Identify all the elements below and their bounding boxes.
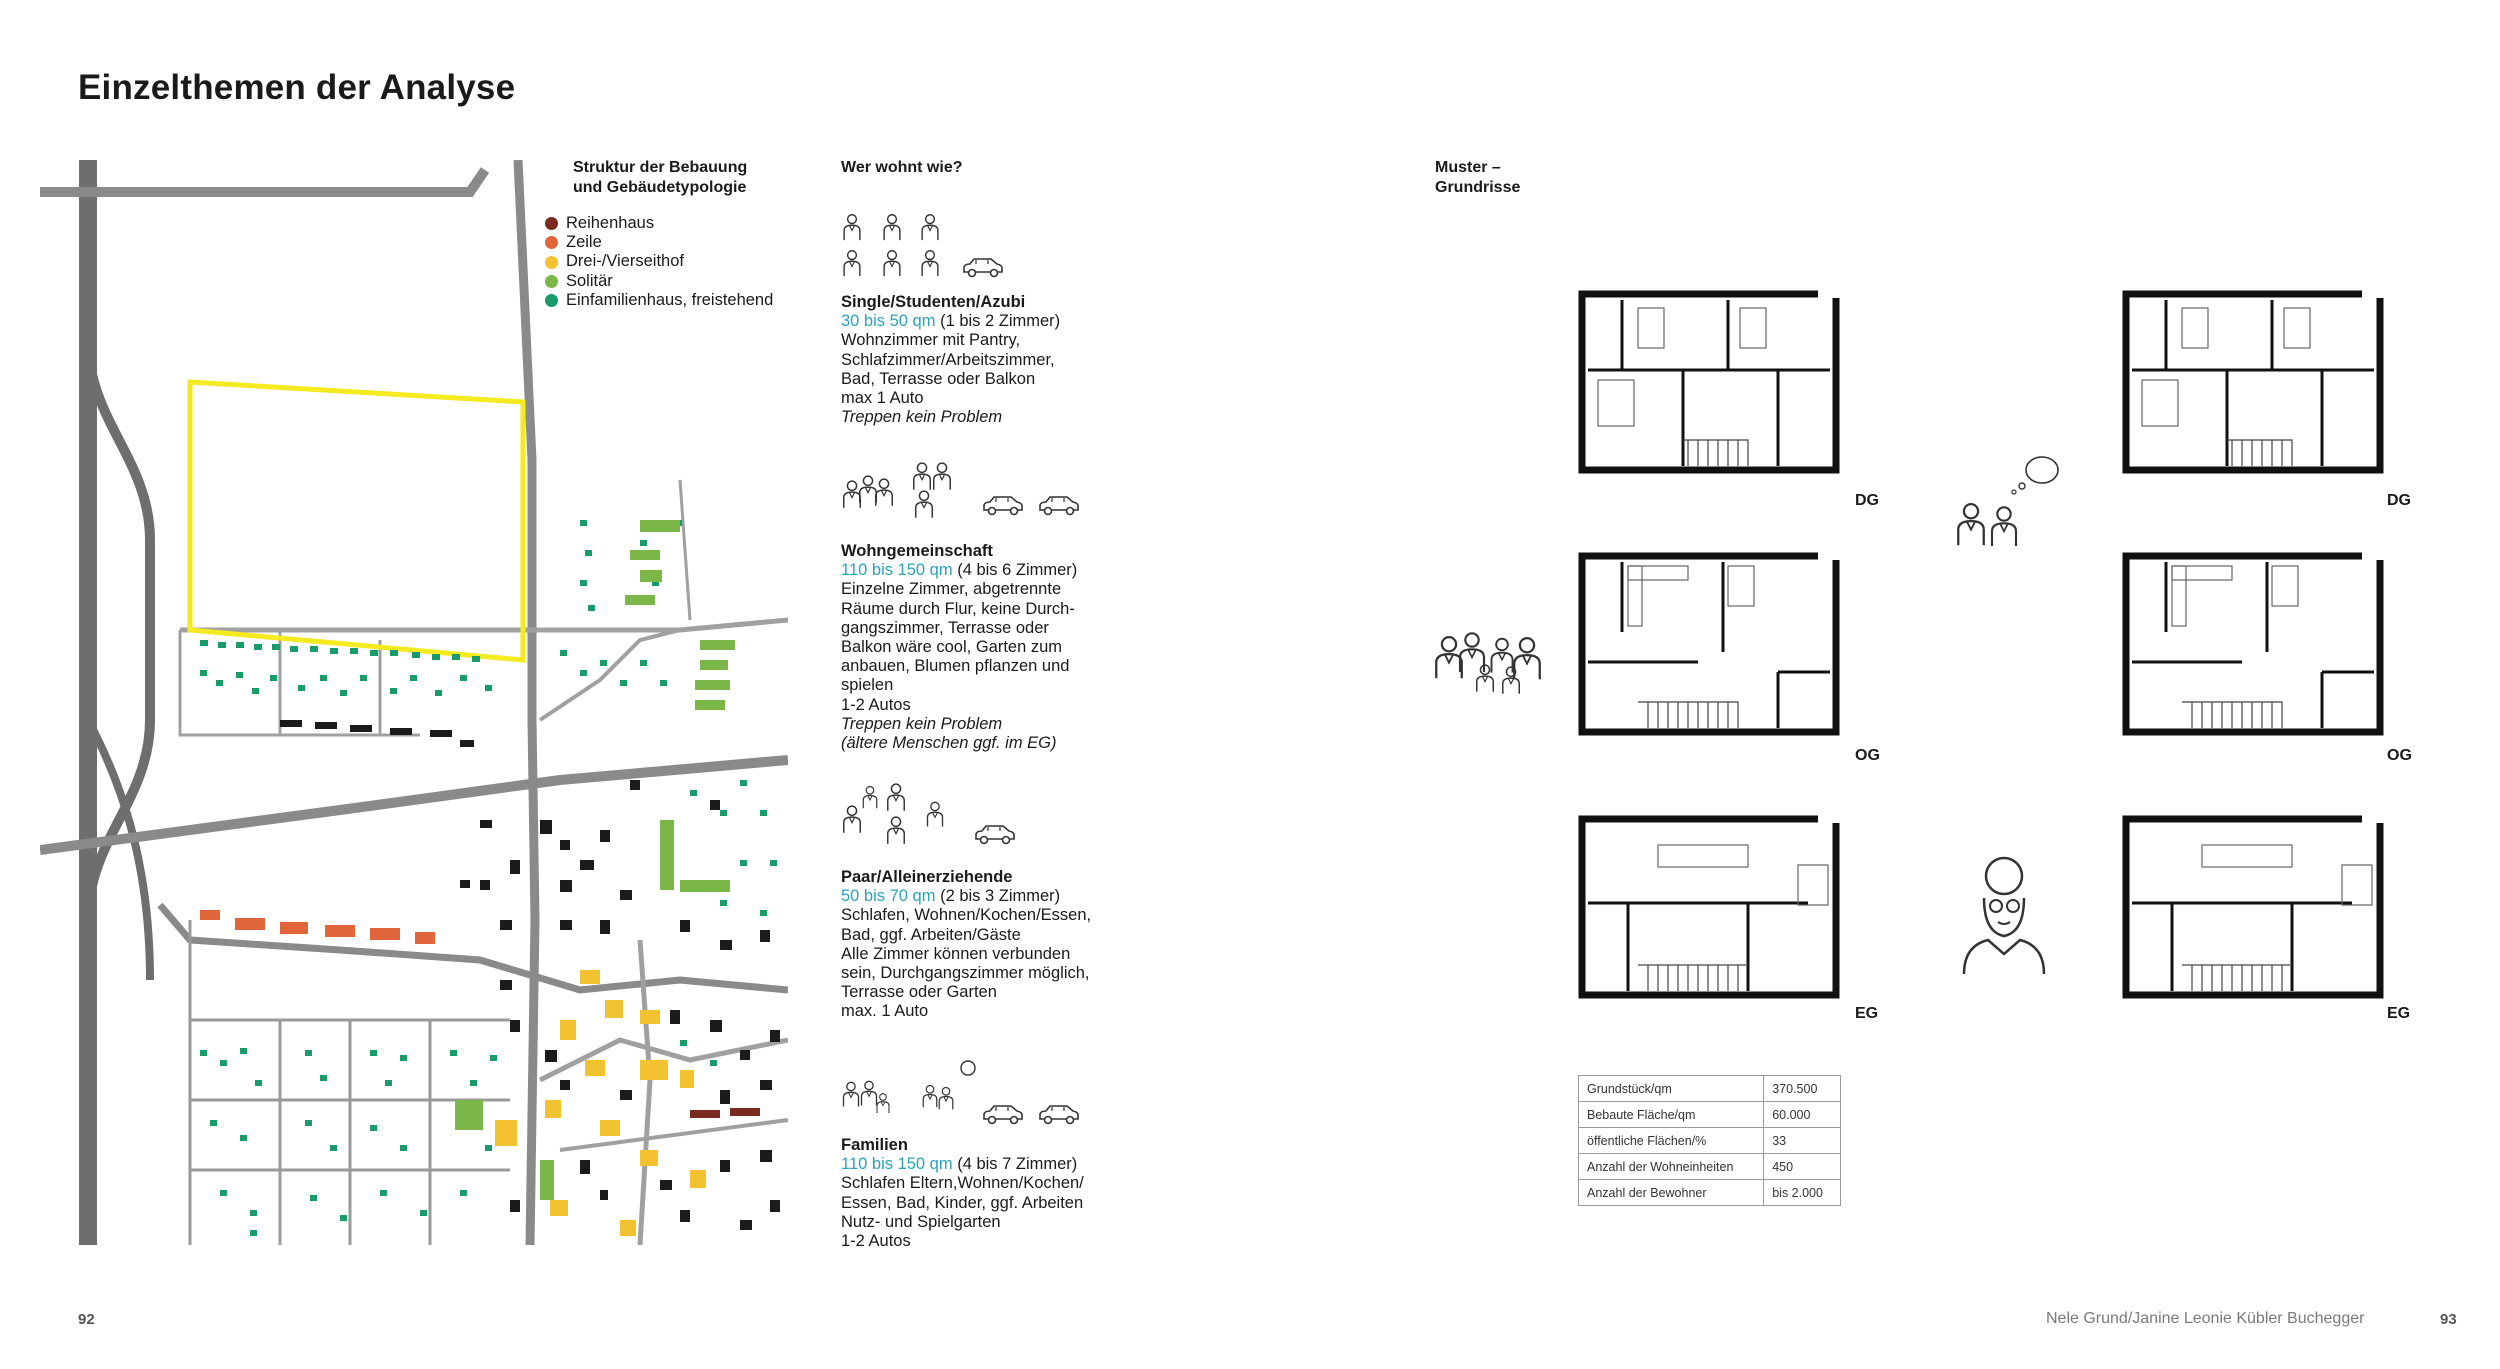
group-note: Treppen kein Problem xyxy=(841,714,1003,733)
legend-label: Drei-/Vierseithof xyxy=(566,252,684,271)
group-rooms: (4 bis 7 Zimmer) xyxy=(952,1155,1078,1174)
group-rooms: (2 bis 3 Zimmer) xyxy=(935,887,1061,906)
stats-value: 60.000 xyxy=(1764,1102,1841,1128)
group-line: Balkon wäre cool, Garten zum xyxy=(841,638,1063,657)
floor-label-dg: DG xyxy=(1855,492,1879,509)
legend-item xyxy=(545,214,773,233)
couple-people-icons xyxy=(841,778,1041,848)
plans-heading-line-2: Grundrisse xyxy=(1435,179,1521,196)
group-single xyxy=(841,293,1141,427)
site-map xyxy=(40,160,790,1245)
group-line: Nutz- und Spielgarten xyxy=(841,1212,1001,1231)
page-number-right: 93 xyxy=(2440,1311,2457,1328)
floor-label-og: OG xyxy=(2387,747,2412,764)
floor-plan-dg-right xyxy=(2122,290,2384,474)
stats-label: Bebaute Fläche/qm xyxy=(1579,1102,1764,1128)
group-line: Essen, Bad, Kinder, ggf. Arbeiten xyxy=(841,1193,1084,1212)
page-number-left: 92 xyxy=(78,1311,95,1328)
legend-item xyxy=(545,272,773,291)
group-note: Treppen kein Problem xyxy=(841,408,1003,427)
legend-label: Reihenhaus xyxy=(566,214,655,232)
group-line: Schlafen Eltern,Wohnen/Kochen/ xyxy=(841,1174,1084,1193)
legend-dot xyxy=(545,256,558,269)
group-size: 50 bis 70 qm xyxy=(841,887,936,906)
single-people-icons xyxy=(841,213,1031,279)
group-line: Einzelne Zimmer, abgetrennte xyxy=(841,580,1062,599)
footer-authors: Nele Grund/Janine Leonie Kübler Buchegger xyxy=(2046,1310,2365,1327)
group-line: Räume durch Flur, keine Durch- xyxy=(841,599,1075,618)
couple-illustration-icon xyxy=(1950,450,2060,580)
floor-plan-eg-right xyxy=(2122,815,2384,999)
stats-row xyxy=(1579,1180,1841,1206)
stats-table xyxy=(1578,1075,1841,1206)
floor-label-dg: DG xyxy=(2387,492,2411,509)
legend-item xyxy=(545,252,773,271)
group-size: 30 bis 50 qm xyxy=(841,312,936,331)
legend-label: Zeile xyxy=(566,233,602,252)
legend-item xyxy=(545,291,773,310)
shared-flat-people-icons xyxy=(841,455,1101,521)
group-line: spielen xyxy=(841,676,894,695)
stats-value: 450 xyxy=(1764,1154,1841,1180)
floor-label-eg: EG xyxy=(2387,1005,2411,1022)
legend-heading-line-2: und Gebäudetypologie xyxy=(573,179,747,196)
stats-label: öffentliche Flächen/% xyxy=(1579,1128,1764,1154)
floor-plan-og-left xyxy=(1578,552,1840,736)
group-line: Wohnzimmer mit Pantry, xyxy=(841,331,1021,350)
stats-row xyxy=(1579,1076,1841,1102)
group-size: 110 bis 150 qm xyxy=(841,1155,953,1174)
legend-list xyxy=(545,214,773,310)
group-title: Wohngemeinschaft xyxy=(841,542,993,560)
stats-value: bis 2.000 xyxy=(1764,1180,1841,1206)
family-illustration-icon xyxy=(1430,585,1555,715)
stats-row xyxy=(1579,1154,1841,1180)
group-line: Bad, Terrasse oder Balkon xyxy=(841,369,1036,388)
legend-item xyxy=(545,233,773,252)
stats-label: Anzahl der Bewohner xyxy=(1579,1180,1764,1206)
legend-dot xyxy=(545,217,558,230)
stats-row xyxy=(1579,1128,1841,1154)
group-line: Bad, ggf. Arbeiten/Gäste xyxy=(841,925,1021,944)
group-size: 110 bis 150 qm xyxy=(841,561,953,580)
group-rooms: (4 bis 6 Zimmer) xyxy=(952,561,1078,580)
legend-dot xyxy=(545,236,558,249)
group-family xyxy=(841,1136,1161,1251)
group-title: Paar/Alleinerziehende xyxy=(841,868,1013,886)
group-line: max. 1 Auto xyxy=(841,1002,929,1021)
family-people-icons xyxy=(841,1058,1101,1128)
legend-dot xyxy=(545,294,558,307)
plans-heading xyxy=(1435,158,1520,198)
group-note: (ältere Menschen ggf. im EG) xyxy=(841,734,1057,753)
group-line: Alle Zimmer können verbunden xyxy=(841,944,1071,963)
group-couple xyxy=(841,868,1161,1022)
group-line: max 1 Auto xyxy=(841,389,924,408)
legend-label: Einfamilienhaus, freistehend xyxy=(566,290,774,309)
page-title: Einzelthemen der Analyse xyxy=(78,68,516,107)
group-line: 1-2 Autos xyxy=(841,695,911,714)
floor-label-og: OG xyxy=(1855,747,1880,764)
legend-heading-line-1: Struktur der Bebauung xyxy=(573,159,748,176)
group-line: sein, Durchgangszimmer möglich, xyxy=(841,964,1090,983)
group-rooms: (1 bis 2 Zimmer) xyxy=(935,312,1061,331)
stats-value: 33 xyxy=(1764,1128,1841,1154)
stats-row xyxy=(1579,1102,1841,1128)
floor-plan-eg-left xyxy=(1578,815,1840,999)
floor-plan-og-right xyxy=(2122,552,2384,736)
stats-label: Anzahl der Wohneinheiten xyxy=(1579,1154,1764,1180)
group-line: gangszimmer, Terrasse oder xyxy=(841,618,1049,637)
floor-plan-dg-left xyxy=(1578,290,1840,474)
group-title: Familien xyxy=(841,1136,908,1154)
floor-label-eg: EG xyxy=(1855,1005,1879,1022)
group-line: Schlafzimmer/Arbeitszimmer, xyxy=(841,350,1055,369)
legend-label: Solitär xyxy=(566,271,613,290)
elderly-woman-icon xyxy=(1958,850,2050,975)
group-shared-flat xyxy=(841,542,1141,753)
stats-label: Grundstück/qm xyxy=(1579,1076,1764,1102)
plans-heading-line-1: Muster – xyxy=(1435,159,1501,176)
legend-dot xyxy=(545,275,558,288)
legend-heading xyxy=(573,158,747,198)
group-line: 1-2 Autos xyxy=(841,1232,911,1251)
group-line: Schlafen, Wohnen/Kochen/Essen, xyxy=(841,906,1092,925)
stats-value: 370.500 xyxy=(1764,1076,1841,1102)
who-heading: Wer wohnt wie? xyxy=(841,159,963,176)
group-title: Single/Studenten/Azubi xyxy=(841,293,1026,311)
group-line: Terrasse oder Garten xyxy=(841,983,997,1002)
group-line: anbauen, Blumen pflanzen und xyxy=(841,657,1070,676)
